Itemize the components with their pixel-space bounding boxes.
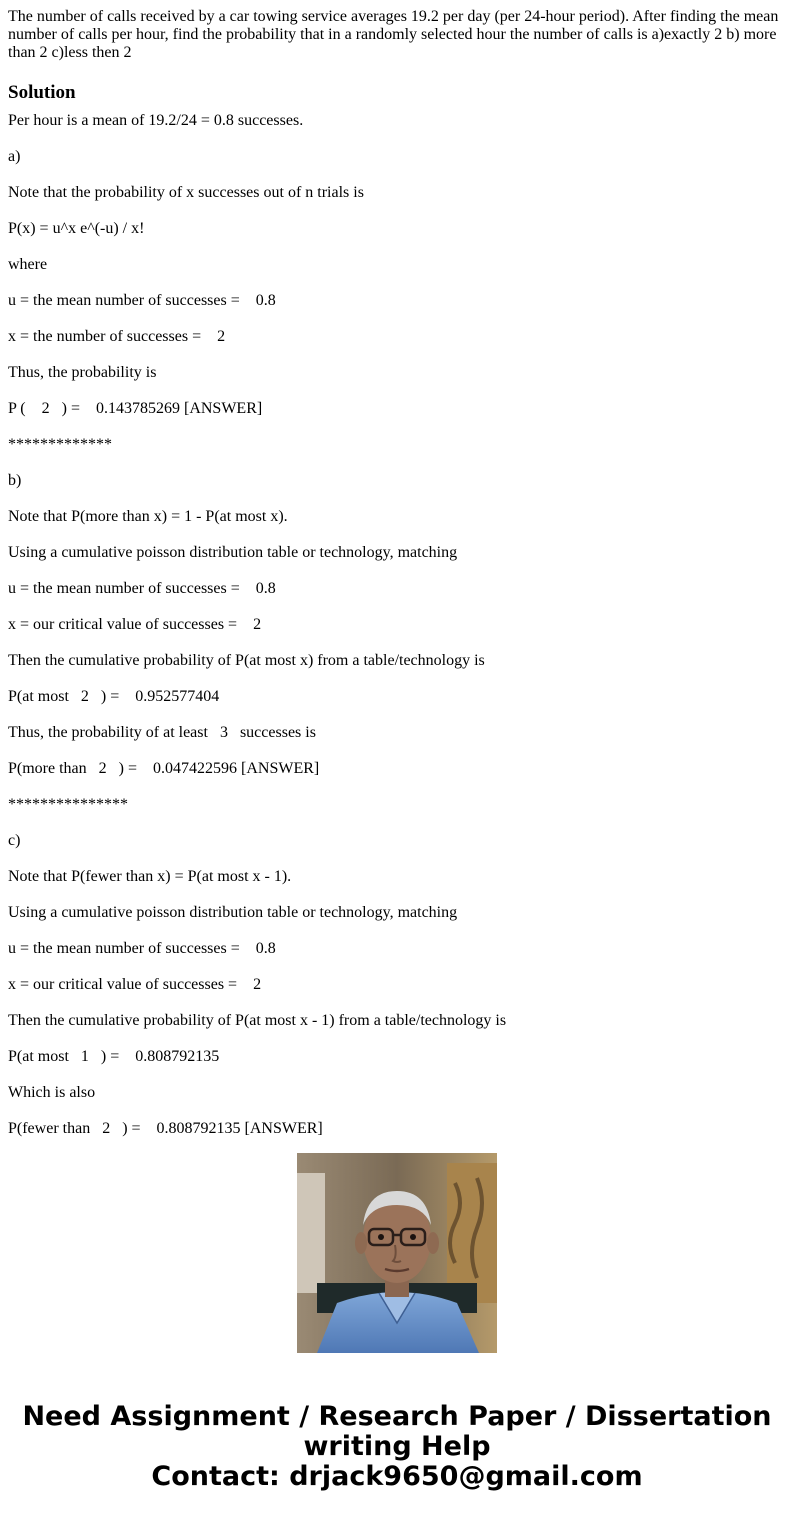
solution-step: *************** xyxy=(8,796,128,813)
question-text: The number of calls received by a car towing service averages 19.2 per day (per 24-hour period). After finding the mean number of calls per hour, find the probability that in a randomly selected hour the number of calls is a)exactly 2 b) more than 2 c)less then 2 xyxy=(8,8,779,61)
author-photo-illustration xyxy=(297,1153,497,1353)
solution-step: Using a cumulative poisson distribution table or technology, matching xyxy=(8,544,458,561)
solution-step: Which is also xyxy=(8,1084,96,1101)
solution-step: u = the mean number of successes = 0.8 xyxy=(8,580,276,597)
solution-step: Note that the probability of x successes out of n trials is xyxy=(8,184,364,201)
solution-step: Note that P(more than x) = 1 - P(at most x). xyxy=(8,508,288,525)
solution-step: u = the mean number of successes = 0.8 xyxy=(8,940,276,957)
solution-step: b) xyxy=(8,472,22,489)
solution-step: Then the cumulative probability of P(at most x) from a table/technology is xyxy=(8,652,485,669)
solution-step: P(fewer than 2 ) = 0.808792135 [ANSWER] xyxy=(8,1120,323,1137)
solution-step: Using a cumulative poisson distribution table or technology, matching xyxy=(8,904,458,921)
solution-step: x = our critical value of successes = 2 xyxy=(8,976,262,993)
solution-step: ************* xyxy=(8,436,112,453)
promo-contact: Contact: drjack9650@gmail.com xyxy=(151,1461,643,1492)
solution-step: Thus, the probability of at least 3 successes is xyxy=(8,724,316,741)
solution-step: P(x) = u^x e^(-u) / x! xyxy=(8,220,145,237)
solution-heading: Solution xyxy=(8,82,76,103)
author-photo xyxy=(297,1153,497,1353)
solution-step: Then the cumulative probability of P(at most x - 1) from a table/technology is xyxy=(8,1012,507,1029)
solution-step: P(more than 2 ) = 0.047422596 [ANSWER] xyxy=(8,760,320,777)
solution-step: where xyxy=(8,256,48,273)
solution-step: a) xyxy=(8,148,21,165)
solution-step: c) xyxy=(8,832,21,849)
promo-banner xyxy=(0,1402,794,1492)
solution-step: Thus, the probability is xyxy=(8,364,157,381)
document-content xyxy=(8,0,788,1137)
promo-line-1: Need Assignment / Research Paper / Dissertation xyxy=(22,1401,772,1432)
solution-step: Note that P(fewer than x) = P(at most x - 1). xyxy=(8,868,292,885)
solution-step: P(at most 1 ) = 0.808792135 xyxy=(8,1048,220,1065)
solution-step: P(at most 2 ) = 0.952577404 xyxy=(8,688,220,705)
solution-step: u = the mean number of successes = 0.8 xyxy=(8,292,276,309)
solution-steps xyxy=(8,104,788,1148)
solution-step: P ( 2 ) = 0.143785269 [ANSWER] xyxy=(8,400,263,417)
promo-line-2: writing Help xyxy=(303,1431,491,1462)
solution-step: x = the number of successes = 2 xyxy=(8,328,226,345)
solution-step: Per hour is a mean of 19.2/24 = 0.8 successes. xyxy=(8,112,304,129)
solution-step: x = our critical value of successes = 2 xyxy=(8,616,262,633)
